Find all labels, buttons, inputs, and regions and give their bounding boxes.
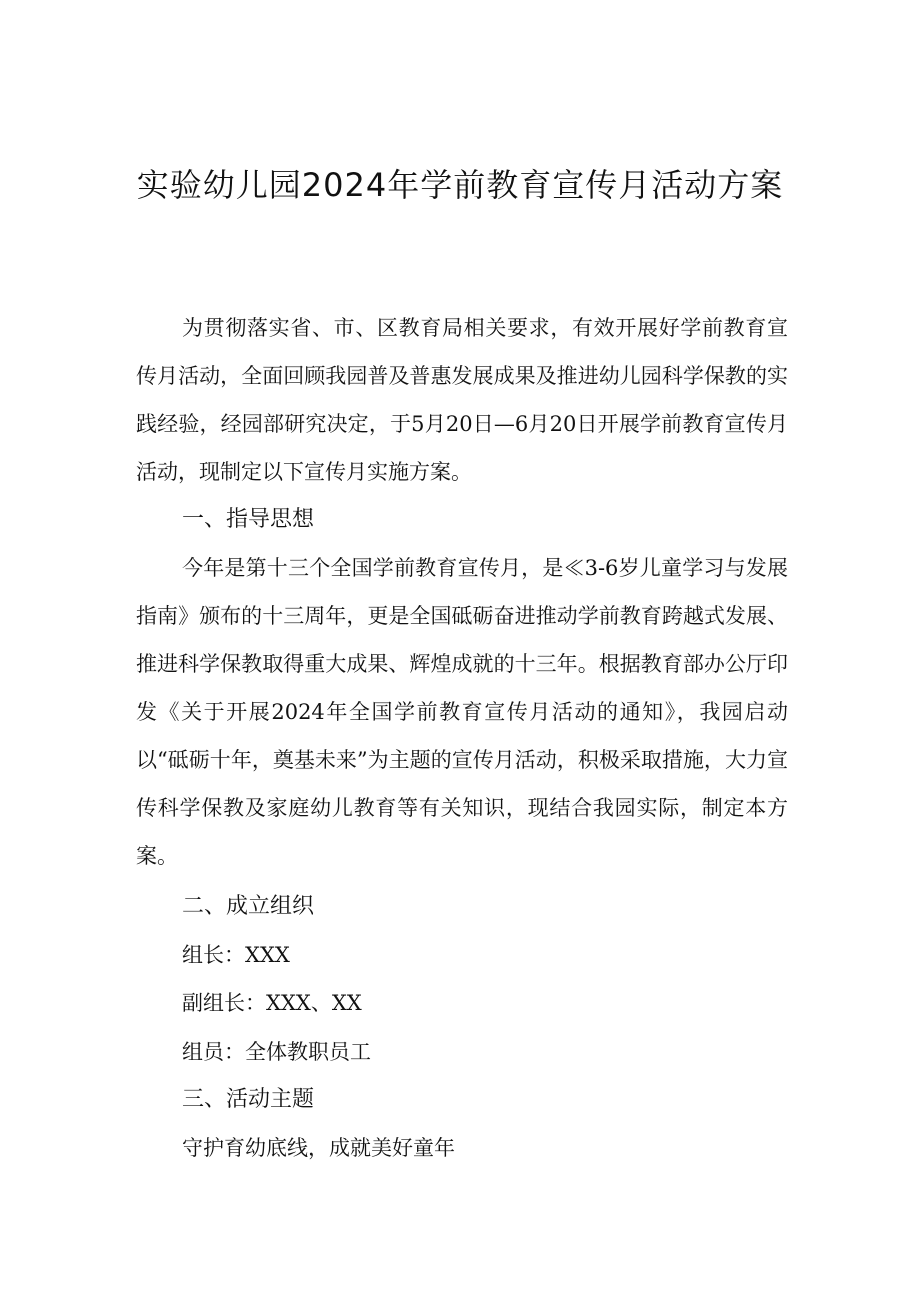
section-heading-organization: 二、成立组织 — [182, 894, 315, 919]
activity-theme-line: 守护育幼底线，成就美好童年 — [182, 1136, 455, 1160]
guiding-ideology-paragraph: 今年是第十三个全国学前教育宣传月，是≪3-6岁儿童学习与发展指南》颁布的十三周年，更是全国砥砺奋进推动学前教育跨越式发展、推进科学保教取得重大成果、辉煌成就的十三年。根据教育部办公厅印发《关于开展2024年全国学前教育宣传月活动的通知》，我园启动以“砥砺十年，奠基未来”为主题的宣传月活动，积极采取措施，大力宣传科学保教及家庭幼儿教育等有关知识，现结合我园实际，制定本方案。 — [136, 556, 788, 868]
group-members-line: 组员：全体教职员工 — [182, 1040, 371, 1064]
deputy-leader-line: 副组长：XXX、XX — [182, 991, 362, 1015]
section-heading-activity-theme: 三、活动主题 — [182, 1087, 315, 1112]
section-heading-guiding-ideology: 一、指导思想 — [182, 507, 315, 532]
document-title: 实验幼儿园2024年学前教育宣传月活动方案 — [136, 166, 784, 204]
intro-paragraph: 为贯彻落实省、市、区教育局相关要求，有效开展好学前教育宣传月活动，全面回顾我园普及普惠发展成果及推进幼儿园科学保教的实践经验，经园部研究决定，于5月20日—6月20日开展学前教育宣传月活动，现制定以下宣传月实施方案。 — [136, 316, 788, 484]
group-leader-line: 组长：XXX — [182, 943, 290, 967]
